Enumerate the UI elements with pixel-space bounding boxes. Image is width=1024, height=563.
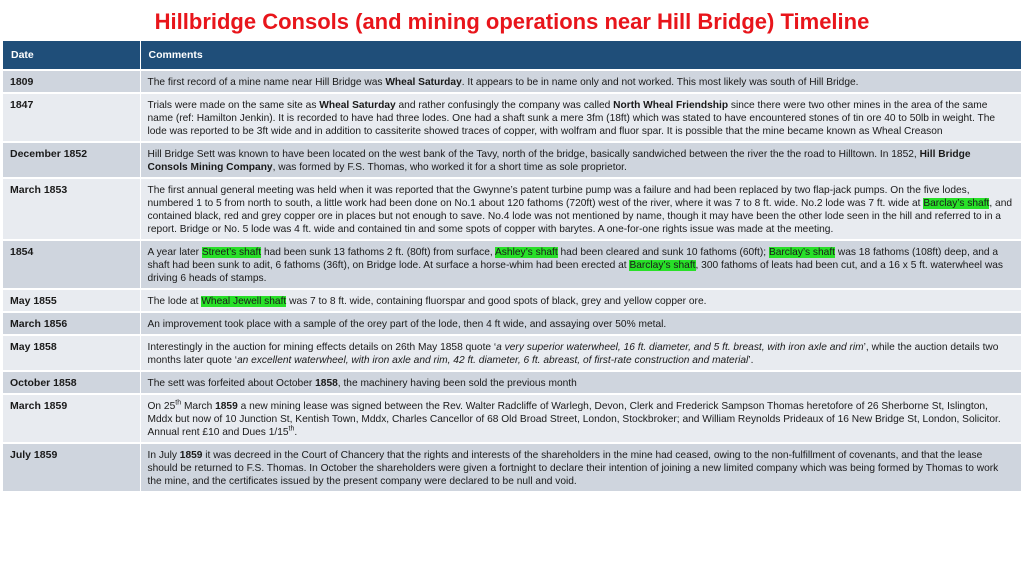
comment-text: .	[294, 427, 298, 438]
table-row	[3, 93, 1021, 142]
quoted-text: a very superior waterwheel, 16 ft. diameter, and 5 ft. breast, with iron axle and rim	[496, 342, 864, 353]
row-date: May 1855	[3, 289, 140, 312]
highlighted-shaft-name: Street’s shaft	[201, 247, 262, 258]
row-comment	[140, 142, 1021, 178]
comment-text: since there were two other mines in the area of the same name (ref: Hamilton Jenkin). It is recorded to have had three lodes. One had a shaft sunk a mere 3fm (18ft) which was stated to have encountered stones of tin ore 40 to 50lb in weight. The lode was reported to be 3ft wide and in addition to cassiterite showed traces of copper, with wolfram and fluor spar. It is possible that the mine became known as Wheal Creason	[147, 100, 996, 137]
comment-text: The first annual general meeting was held when it was reported that the Gwynne’s patent turbine pump was a failure and had been replaced by two flap-jack pumps. On the five lodes, numbered 1 to 5 from north to south, a little work had been done on No.1 about 120 fathoms (720ft) west of the river, where it was 7 to 8 ft. wide. No.2 lode was 7 ft. wide at	[147, 185, 970, 209]
comment-text: March	[181, 401, 216, 412]
table-row	[3, 443, 1021, 491]
row-date: March 1853	[3, 178, 140, 240]
comment-text: a new mining lease was signed between the Rev. Walter Radcliffe of Warlegh, Devon, Clerk and Frederick Sampson Thomas heretofore of 26 Sherborne St, Islington, Mddx but now of 10 Junction St, Kentish Town, Mddx, Charles Cancellor of 68 Old Broad Street, London, Stockbroker; and William Reynolds Prideaux of 16 New Bridge St, London, Solicitor. Annual rent £10 and Dues 1/15	[147, 401, 1001, 438]
comment-text: Interestingly in the auction for mining effects details on 26th May 1858 quote ‘	[147, 342, 497, 353]
row-comment	[140, 371, 1021, 394]
highlighted-shaft-name: Barclay’s shaft	[629, 260, 696, 271]
row-date: 1854	[3, 240, 140, 289]
row-comment	[140, 93, 1021, 142]
bold-text: Wheal Saturday	[319, 100, 396, 111]
superscript-text: th	[175, 399, 182, 407]
table-row	[3, 70, 1021, 93]
comment-text: In July	[147, 450, 180, 461]
comment-text: The first record of a mine name near Hill Bridge was	[147, 77, 386, 88]
superscript-text: th	[288, 425, 295, 433]
comment-text: , and contained black, red and grey copper ore in places but not enough to save. No.4 lode was not mentioned by name, though it may have been the other lode seen in the hill and referred to in a report. Bridge or No. 5 lode was 4 ft. wide and contained tin and some spots of copper with barytes. A one-for-one rights issue was made at the meeting.	[147, 198, 1013, 235]
comment-text: , 300 fathoms of leats had been cut, and a 16 x 5 ft. waterwheel was driving 6 heads of stamps.	[147, 260, 1004, 284]
bold-text: Wheal Saturday	[385, 77, 462, 88]
comment-text: was 7 to 8 ft. wide, containing fluorspar and good spots of black, grey and yellow copper ore.	[286, 296, 707, 307]
table-row	[3, 142, 1021, 178]
header-date: Date	[3, 41, 140, 70]
row-comment	[140, 70, 1021, 93]
table-row	[3, 240, 1021, 289]
comment-text: Trials were made on the same site as	[147, 100, 320, 111]
comment-text: The lode at	[147, 296, 202, 307]
bold-text: Hill Bridge Consols Mining Company	[147, 149, 971, 173]
table-row	[3, 371, 1021, 394]
comment-text: had been sunk 13 fathoms 2 ft. (80ft) from surface,	[261, 247, 496, 258]
comment-text: The sett was forfeited about October	[147, 378, 316, 389]
row-date: March 1859	[3, 394, 140, 443]
comment-text: An improvement took place with a sample of the orey part of the lode, then 4 ft wide, and assaying over 50% metal.	[147, 319, 667, 330]
highlighted-shaft-name: Barclay’s shaft	[768, 247, 835, 258]
timeline-table	[3, 41, 1022, 491]
table-header-row	[3, 41, 1021, 70]
table-row	[3, 394, 1021, 443]
row-date: December 1852	[3, 142, 140, 178]
comment-text: ’.	[748, 355, 754, 366]
row-date: 1847	[3, 93, 140, 142]
row-comment	[140, 240, 1021, 289]
highlighted-shaft-name: Wheal Jewell shaft	[201, 296, 287, 307]
comment-text: A year later	[147, 247, 202, 258]
comment-text: had been cleared and sunk 10 fathoms (60ft);	[557, 247, 769, 258]
row-comment	[140, 312, 1021, 335]
table-row	[3, 289, 1021, 312]
header-comments: Comments	[140, 41, 1021, 70]
timeline-body	[3, 70, 1021, 491]
row-date: May 1858	[3, 335, 140, 371]
comment-text: ’, while the auction details two months later quote ‘	[147, 342, 999, 366]
row-date: 1809	[3, 70, 140, 93]
row-date: October 1858	[3, 371, 140, 394]
row-comment	[140, 394, 1021, 443]
row-comment	[140, 289, 1021, 312]
row-comment	[140, 443, 1021, 491]
comment-text: it was decreed in the Court of Chancery that the rights and interests of the shareholders in the mine had ceased, owing to the non-fulfillment of covenants, and that the lease should be returned to F.S. Thomas. In October the shareholders were given a fortnight to declare their intention of joining a new limited company which was being formed by Thomas to work the mine, and the certificates issued by the present company were declared to be null and void.	[147, 450, 999, 487]
row-comment	[140, 178, 1021, 240]
comment-text: , was formed by F.S. Thomas, who worked it for a short time as sole proprietor.	[272, 162, 627, 173]
quoted-text: an excellent waterwheel, with iron axle and rim, 42 ft. diameter, 6 ft. abreast, of first-rate construction and material	[236, 355, 749, 366]
table-row	[3, 178, 1021, 240]
comment-text: , the machinery having been sold the previous month	[337, 378, 577, 389]
row-comment	[140, 335, 1021, 371]
table-row	[3, 335, 1021, 371]
bold-text: North Wheal Friendship	[613, 100, 729, 111]
bold-text: 1858	[315, 378, 338, 389]
row-date: March 1856	[3, 312, 140, 335]
highlighted-shaft-name: Barclay’s shaft	[923, 198, 990, 209]
bold-text: 1859	[179, 450, 203, 461]
table-row	[3, 312, 1021, 335]
row-date: July 1859	[3, 443, 140, 491]
bold-text: 1859	[215, 401, 238, 412]
comment-text: On 25	[147, 401, 176, 412]
highlighted-shaft-name: Ashley’s shaft	[495, 247, 558, 258]
comment-text: . It appears to be in name only and not worked. This most likely was south of Hill Bridge.	[461, 77, 859, 88]
comment-text: and rather confusingly the company was called	[395, 100, 614, 111]
comment-text: was 18 fathoms (108ft) deep, and a shaft had been sunk to adit, 6 fathoms (36ft), on Bridge lode. At surface a horse-whim had been erected at	[147, 247, 999, 271]
page-title: Hillbridge Consols (and mining operations near Hill Bridge) Timeline	[154, 9, 870, 34]
comment-text: Hill Bridge Sett was known to have been located on the west bank of the Tavy, north of the bridge, basically sandwiched between the river the the road to Hilltown. In 1852,	[147, 149, 920, 160]
